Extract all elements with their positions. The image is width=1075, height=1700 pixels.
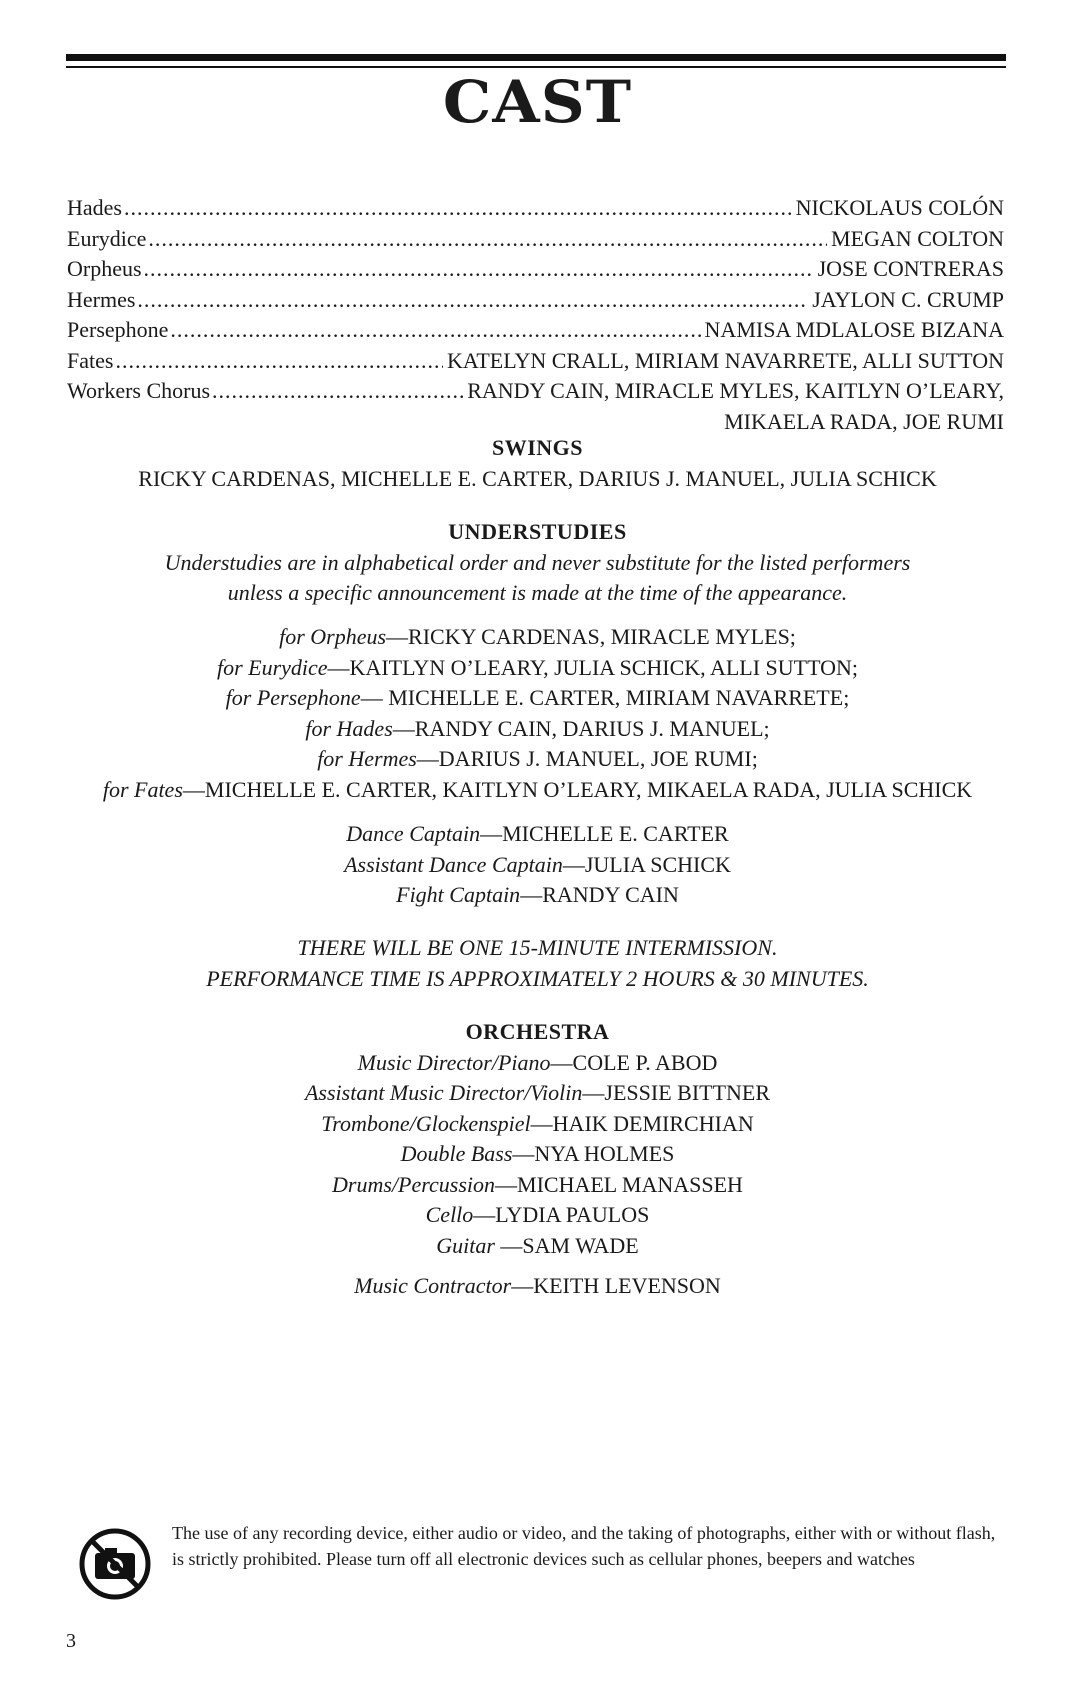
understudy-names: MICHELLE E. CARTER, MIRIAM NAVARRETE; xyxy=(382,685,850,710)
swings-names: RICKY CARDENAS, MICHELLE E. CARTER, DARIUS J. MANUEL, JULIA SCHICK xyxy=(138,465,937,491)
recording-notice: The use of any recording device, either audio or video, and the taking of photographs, either with or without flash, is strictly prohibited. Please turn off all electronic devices such as cellular phones, beepers and watches xyxy=(172,1523,996,1569)
musician-name: LYDIA PAULOS xyxy=(495,1202,650,1227)
understudies-note: unless a specific announcement is made at the time of the appearance. xyxy=(227,580,848,605)
actor-name: RANDY CAIN, MIRACLE MYLES, KAITLYN O’LEARY, xyxy=(467,378,1004,403)
role-name: Orpheus xyxy=(67,256,142,281)
top-rule-thick xyxy=(66,54,1006,61)
dash: — xyxy=(392,715,415,741)
contractor-title: Music Contractor xyxy=(354,1273,512,1298)
role-name: Persephone xyxy=(67,317,169,342)
understudy-entry xyxy=(0,775,1075,806)
dash: — xyxy=(360,685,383,710)
dash: — xyxy=(550,1049,573,1075)
intermission-line: THERE WILL BE ONE 15-MINUTE INTERMISSION. xyxy=(297,935,778,960)
orchestra-heading: ORCHESTRA xyxy=(465,1019,610,1044)
contractor-entry xyxy=(0,1271,1075,1302)
role-name: Hades xyxy=(67,195,122,220)
captain-name: RANDY CAIN xyxy=(542,882,679,907)
musician-name: HAIK DEMIRCHIAN xyxy=(552,1110,754,1136)
dash: — xyxy=(562,851,585,877)
actor-name: NAMISA MDLALOSE BIZANA xyxy=(704,317,1004,342)
understudy-names: MICHELLE E. CARTER, KAITLYN O’LEARY, MIKAELA RADA, JULIA SCHICK xyxy=(204,776,973,802)
understudies-section xyxy=(0,517,1075,609)
dash: — xyxy=(480,821,503,846)
instrument-title: Drums/Percussion xyxy=(332,1171,496,1197)
understudy-role: for Eurydice xyxy=(216,654,328,680)
understudy-names: KAITLYN O’LEARY, JULIA SCHICK, ALLI SUTTON; xyxy=(349,654,859,680)
orchestra-member xyxy=(0,1170,1075,1201)
understudy-role: for Orpheus xyxy=(279,624,387,649)
understudy-entry xyxy=(0,714,1075,745)
dot-leader xyxy=(124,195,792,221)
page-number: 3 xyxy=(66,1630,76,1652)
actor-name: KATELYN CRALL, MIRIAM NAVARRETE, ALLI SUTTON xyxy=(447,347,1004,373)
instrument-title: Trombone/Glockenspiel xyxy=(321,1110,531,1136)
captain-entry xyxy=(0,880,1075,911)
instrument-title: Double Bass xyxy=(400,1141,513,1166)
dash: — xyxy=(182,776,205,802)
captain-title: Dance Captain xyxy=(346,821,481,846)
understudy-names: DARIUS J. MANUEL, JOE RUMI; xyxy=(438,746,758,771)
instrument-title: Cello xyxy=(425,1202,474,1227)
dash: — xyxy=(511,1273,534,1298)
dash: — xyxy=(386,624,409,649)
dash: — xyxy=(327,654,350,680)
understudy-entry xyxy=(0,653,1075,684)
understudy-entry xyxy=(0,622,1075,653)
page-title: CAST xyxy=(442,68,633,136)
understudy-role: for Hades xyxy=(305,715,393,741)
dot-leader xyxy=(148,226,827,252)
actor-name: MEGAN COLTON xyxy=(831,225,1004,251)
understudy-names: RICKY CARDENAS, MIRACLE MYLES; xyxy=(408,624,796,649)
dash: — xyxy=(416,746,439,771)
understudies-heading: UNDERSTUDIES xyxy=(448,519,627,544)
understudy-role: for Hermes xyxy=(317,746,417,771)
musician-name: MICHAEL MANASSEH xyxy=(517,1171,743,1197)
captain-entry xyxy=(0,819,1075,850)
actor-name: JAYLON C. CRUMP xyxy=(812,286,1004,312)
dot-leader xyxy=(115,348,443,374)
captains-section xyxy=(0,819,1075,911)
role-name: Fates xyxy=(67,347,114,373)
dot-leader xyxy=(144,256,814,282)
cast-list xyxy=(67,195,1004,439)
intermission-section xyxy=(0,933,1075,994)
orchestra-member xyxy=(0,1231,1075,1262)
musician-name: SAM WADE xyxy=(522,1232,639,1258)
role-name: Hermes xyxy=(67,286,136,312)
understudy-names: RANDY CAIN, DARIUS J. MANUEL; xyxy=(414,715,770,741)
cast-row xyxy=(67,317,1004,348)
dash: — xyxy=(500,1232,523,1258)
captain-title: Assistant Dance Captain xyxy=(344,851,563,877)
captain-name: JULIA SCHICK xyxy=(584,851,731,877)
musician-name: COLE P. ABOD xyxy=(572,1049,718,1075)
role-name: Eurydice xyxy=(67,225,147,251)
cast-row xyxy=(67,378,1004,409)
dot-leader xyxy=(170,317,700,343)
dot-leader xyxy=(137,287,808,313)
dash: — xyxy=(495,1171,518,1197)
dash: — xyxy=(530,1110,553,1136)
instrument-title: Assistant Music Director/Violin xyxy=(304,1080,583,1105)
captain-title: Fight Captain xyxy=(396,882,521,907)
orchestra-member xyxy=(0,1048,1075,1079)
cast-row xyxy=(67,348,1004,379)
instrument-title: Music Director/Piano xyxy=(357,1049,551,1075)
musician-name: JESSIE BITTNER xyxy=(604,1080,771,1105)
musician-name: NYA HOLMES xyxy=(534,1141,675,1166)
orchestra-member xyxy=(0,1109,1075,1140)
cast-row xyxy=(67,226,1004,257)
cast-row xyxy=(67,256,1004,287)
dash: — xyxy=(512,1141,535,1166)
understudy-entry xyxy=(0,744,1075,775)
dot-leader xyxy=(212,378,463,404)
no-camera-icon xyxy=(78,1527,152,1601)
dash: — xyxy=(582,1080,605,1105)
understudy-role: for Persephone xyxy=(225,685,361,710)
cast-row xyxy=(67,195,1004,226)
actor-name: NICKOLAUS COLÓN xyxy=(795,195,1004,220)
orchestra-member xyxy=(0,1139,1075,1170)
dash: — xyxy=(520,882,543,907)
understudies-note: Understudies are in alphabetical order and never substitute for the listed performers xyxy=(164,549,911,575)
contractor-section xyxy=(0,1271,1075,1302)
contractor-name: KEITH LEVENSON xyxy=(533,1273,721,1298)
understudy-role: for Fates xyxy=(102,776,183,802)
cast-row xyxy=(67,287,1004,318)
orchestra-section xyxy=(0,1017,1075,1261)
instrument-title: Guitar xyxy=(436,1232,501,1258)
captain-entry xyxy=(0,850,1075,881)
dash: — xyxy=(473,1202,496,1227)
role-name: Workers Chorus xyxy=(67,378,211,403)
orchestra-member xyxy=(0,1200,1075,1231)
understudy-list xyxy=(0,622,1075,805)
orchestra-member xyxy=(0,1078,1075,1109)
actor-name: MIKAELA RADA, JOE RUMI xyxy=(724,408,1004,434)
swings-section xyxy=(0,433,1075,494)
actor-name: JOSE CONTRERAS xyxy=(817,256,1004,281)
performance-time-line: PERFORMANCE TIME IS APPROXIMATELY 2 HOURS & 30 MINUTES. xyxy=(206,965,869,991)
swings-heading: SWINGS xyxy=(491,435,584,460)
understudy-entry xyxy=(0,683,1075,714)
captain-name: MICHELLE E. CARTER xyxy=(502,821,729,846)
